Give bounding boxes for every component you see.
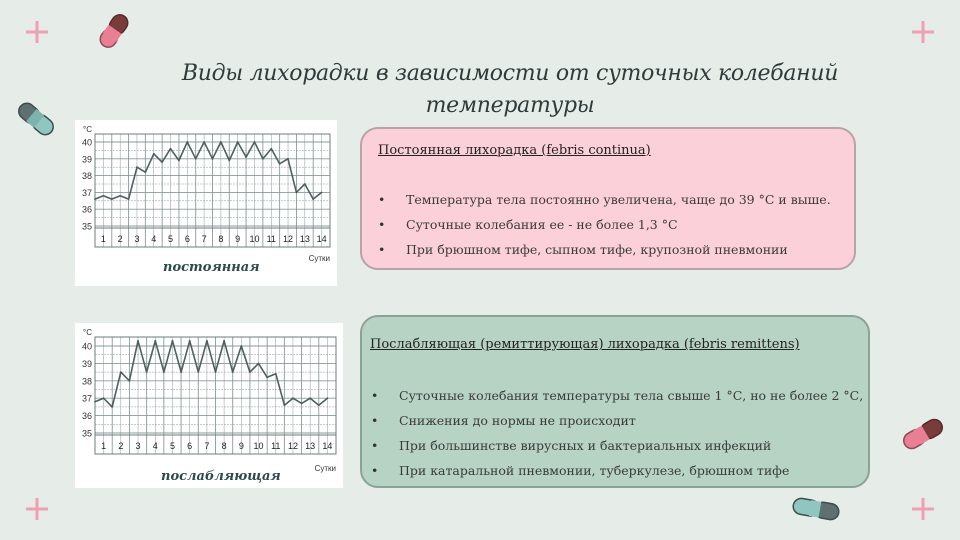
y-tick-label: 36 [81,204,92,215]
data-point [228,160,230,162]
x-tick-label: 1 [101,441,107,451]
fever-chart-remittens [75,323,343,488]
data-point [266,376,268,378]
data-point [136,166,138,168]
x-tick-label: 14 [316,234,327,244]
data-point [94,198,96,200]
data-point [275,373,277,375]
data-point [326,397,328,399]
y-tick-label: 40 [81,341,92,352]
y-tick-label: 38 [81,376,92,387]
data-point [318,404,320,406]
data-point [296,192,298,194]
data-point [262,158,264,160]
data-point [301,403,303,405]
data-point [180,371,182,373]
data-point [154,340,156,342]
x-tick-label: 10 [253,441,264,451]
data-point [119,195,121,197]
data-point [203,141,205,143]
y-tick-label: 39 [81,358,92,369]
chart-caption: постоянная [163,260,260,275]
x-tick-label: 2 [118,441,124,451]
data-point [240,345,242,347]
x-tick-label: 5 [169,441,175,451]
y-tick-label: 38 [81,171,92,182]
data-point [163,371,165,373]
x-tick-label: 6 [184,234,190,244]
data-point [287,158,289,160]
y-tick-label: 39 [81,154,92,165]
data-point [120,371,122,373]
plus-icon [24,19,50,45]
y-tick-label: 37 [81,393,92,404]
x-tick-label: 4 [152,441,158,451]
data-point [232,371,234,373]
data-point [111,406,113,408]
pill-icon [790,496,842,522]
data-point [129,380,131,382]
y-tick-label: 35 [81,428,92,439]
y-tick-label: 40 [81,137,92,148]
x-tick-label: 2 [117,234,123,244]
y-tick-label: 37 [81,187,92,198]
data-point [170,148,172,150]
list-item: • При большинстве вирусных и бактериальных инфекций [365,433,863,458]
list-item: • При катаральной пневмонии, туберкулезе, брюшном тифе [365,458,863,483]
data-point [172,340,174,342]
card-heading: Послабляющая (ремиттирующая) лихорадка (febris remittens) [370,337,800,352]
card-heading: Постоянная лихорадка (febris continua) [378,143,651,158]
data-point [249,371,251,373]
y-tick-label: 35 [81,221,92,232]
list-item: • Температура тела постоянно увеличена, чаще до 39 °С и выше. [372,187,831,212]
x-axis-label: Сутки [314,464,336,473]
card-febris-continua [360,127,856,270]
x-tick-label: 3 [135,441,141,451]
x-tick-label: 11 [271,441,281,451]
pill-icon [12,98,60,140]
pill-icon [92,8,136,54]
card-febris-remittens [360,315,870,488]
y-tick-label: 36 [81,411,92,422]
data-point [283,404,285,406]
data-point [111,198,113,200]
y-axis-label: °С [83,125,92,134]
x-tick-label: 13 [299,234,310,244]
data-point [206,340,208,342]
data-point [321,192,323,194]
data-point [137,340,139,342]
data-point [103,397,105,399]
x-tick-label: 5 [168,234,174,244]
x-tick-label: 7 [201,234,207,244]
data-point [215,371,217,373]
x-tick-label: 8 [218,234,224,244]
data-point [223,340,225,342]
data-point [161,161,163,163]
x-tick-label: 10 [249,234,260,244]
data-point [292,397,294,399]
x-tick-label: 9 [235,234,241,244]
data-point [94,401,96,403]
card-bullet-list [372,187,831,262]
x-axis-label: Сутки [308,254,330,263]
data-point [312,198,314,200]
plus-icon [910,19,936,45]
data-point [304,183,306,185]
data-point [270,148,272,150]
y-axis-label: °С [83,328,92,337]
x-tick-label: 13 [305,441,316,451]
data-point [102,195,104,197]
x-tick-label: 4 [151,234,157,244]
data-point [146,371,148,373]
data-point [279,163,281,165]
x-tick-label: 8 [221,441,227,451]
data-point [220,141,222,143]
data-point [245,156,247,158]
pill-icon [898,414,948,454]
data-point [144,171,146,173]
x-tick-label: 7 [204,441,210,451]
x-tick-label: 6 [187,441,193,451]
data-point [258,363,260,365]
x-tick-label: 3 [134,234,140,244]
x-tick-label: 1 [100,234,106,244]
plus-icon [910,496,936,522]
data-point [186,141,188,143]
data-point [128,198,130,200]
data-point [189,340,191,342]
data-point [254,141,256,143]
data-point [178,160,180,162]
list-item: • Снижения до нормы не происходит [365,408,863,433]
list-item: • При брюшном тифе, сыпном тифе, крупозной пневмонии [372,237,831,262]
data-point [309,397,311,399]
data-point [195,158,197,160]
card-bullet-list [365,383,863,483]
data-point [153,153,155,155]
data-point [197,371,199,373]
x-tick-label: 14 [322,441,333,451]
fever-chart-continua [75,120,337,286]
x-tick-label: 11 [266,234,276,244]
x-tick-label: 9 [238,441,244,451]
data-point [212,158,214,160]
slide-title-line1: Виды лихорадки в зависимости от суточных колебаний температуры [181,61,839,118]
x-tick-label: 12 [283,234,294,244]
list-item: • Суточные колебания температуры тела свыше 1 °С, но не более 2 °С, [365,383,863,408]
chart-caption: послабляющая [161,469,281,484]
list-item: • Суточные колебания ее - не более 1,3 °С [372,212,831,237]
data-point [237,141,239,143]
fever-chart-remittens-svg [75,323,343,488]
plus-icon [24,496,50,522]
x-tick-label: 12 [287,441,298,451]
